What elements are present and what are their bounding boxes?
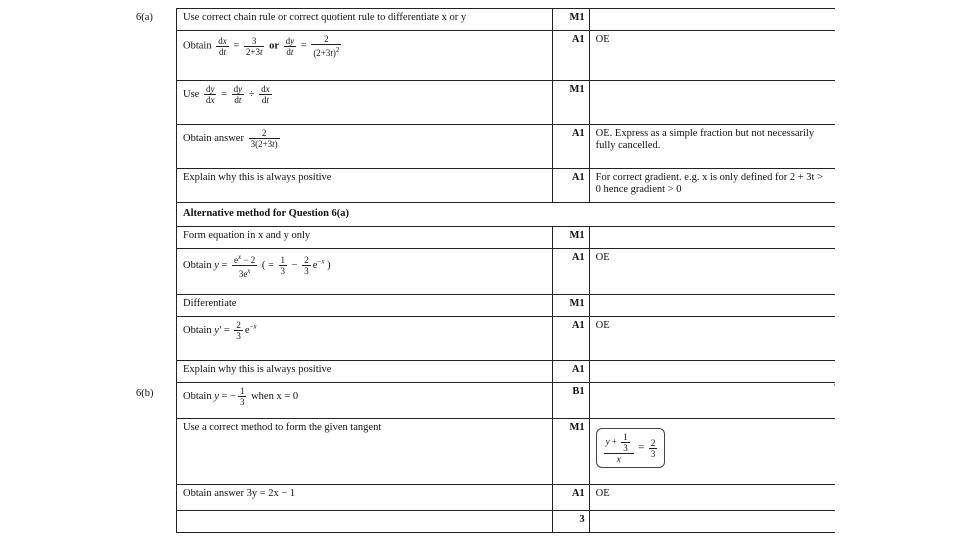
table-row — [177, 249, 836, 295]
row-mark: A1 — [552, 361, 589, 383]
row-prefix: Use — [183, 88, 200, 100]
row-text: Use a correct method to form the given tangent — [177, 419, 553, 485]
table-row — [177, 125, 836, 169]
row-note — [589, 511, 835, 533]
table-row — [177, 81, 836, 125]
row-text: Form equation in x and y only — [177, 227, 553, 249]
row-text: Obtain $\frac{dx}{dt}$ = $\frac{3}{2+3t}$ or $\frac{dy}{dt}$ = $\frac{2}{(2+3t)^2}$ — [177, 31, 553, 81]
table-row — [177, 485, 836, 511]
row-suffix: when x = 0 — [251, 390, 299, 402]
row-prefix: Obtain answer — [183, 132, 244, 144]
row-mark: M1 — [552, 419, 589, 485]
row-mark: A1 — [552, 485, 589, 511]
table-row — [177, 203, 836, 227]
total-mark: 3 — [552, 511, 589, 533]
question-label-6b: 6(b) — [136, 388, 154, 399]
row-note: OE — [589, 317, 835, 361]
table-row — [177, 317, 836, 361]
table-row — [177, 227, 836, 249]
row-note — [589, 81, 835, 125]
row-note — [589, 361, 835, 383]
row-text: Use $\frac{dy}{dx}$ = $\frac{dy}{dt}$ ÷ $\frac{dx}{dt}$ — [177, 81, 553, 125]
row-note: OE — [589, 249, 835, 295]
alt-method-heading: Alternative method for Question 6(a) — [177, 203, 836, 227]
row-mark: A1 — [552, 125, 589, 169]
row-mark: M1 — [552, 227, 589, 249]
row-mark: M1 — [552, 295, 589, 317]
row-note — [589, 227, 835, 249]
table-row — [177, 31, 836, 81]
table-row — [177, 419, 836, 485]
table-row — [177, 169, 836, 203]
table-row — [177, 511, 836, 533]
row-mark: A1 — [552, 31, 589, 81]
row-note — [589, 295, 835, 317]
table-row — [177, 361, 836, 383]
row-note: OE. Express as a simple fraction but not necessarily fully cancelled. — [589, 125, 835, 169]
row-text: Obtain y = $\frac{e^x - 2}{3e^x}$ ( = $\frac{1}{3}$ − $\frac{2}{3}$ $e^{-x}$ ) — [177, 249, 553, 295]
row-note — [589, 383, 835, 419]
row-note — [589, 9, 835, 31]
table-row — [177, 9, 836, 31]
row-mark: A1 — [552, 317, 589, 361]
table-row — [177, 295, 836, 317]
row-mark: A1 — [552, 249, 589, 295]
row-note: OE — [589, 485, 835, 511]
row-mark: M1 — [552, 81, 589, 125]
question-label-6a: 6(a) — [136, 12, 153, 23]
row-prefix: Obtain — [183, 390, 212, 402]
table-row — [177, 383, 836, 419]
row-note: OE — [589, 31, 835, 81]
row-text: Use correct chain rule or correct quotient rule to differentiate x or y — [177, 9, 553, 31]
row-mark: B1 — [552, 383, 589, 419]
row-text — [177, 511, 553, 533]
row-note: For correct gradient. e.g. x is only defined for 2 + 3t > 0 hence gradient > 0 — [589, 169, 835, 203]
row-text: Obtain y = − $\frac{1}{3}$ when x = 0 — [177, 383, 553, 419]
row-note — [589, 419, 835, 485]
row-text: Obtain answer 3y = 2x − 1 — [177, 485, 553, 511]
row-prefix: Obtain — [183, 259, 212, 271]
row-text: Obtain answer $\frac{2}{3(2+3t)}$ — [177, 125, 553, 169]
row-mark: M1 — [552, 9, 589, 31]
tangent-formula: y + $\frac{1}{3}$ x = $\frac{2}{3}$ — [596, 428, 666, 468]
row-text: Obtain y′ = $\frac{2}{3}$ $e^{-x}$ — [177, 317, 553, 361]
row-mark: A1 — [552, 169, 589, 203]
row-text: Explain why this is always positive — [177, 361, 553, 383]
mark-scheme-table — [176, 8, 835, 533]
row-prefix: Obtain — [183, 324, 212, 336]
row-prefix: Obtain — [183, 40, 212, 52]
row-text: Differentiate — [177, 295, 553, 317]
row-text: Explain why this is always positive — [177, 169, 553, 203]
stray-dot: · — [833, 380, 836, 390]
